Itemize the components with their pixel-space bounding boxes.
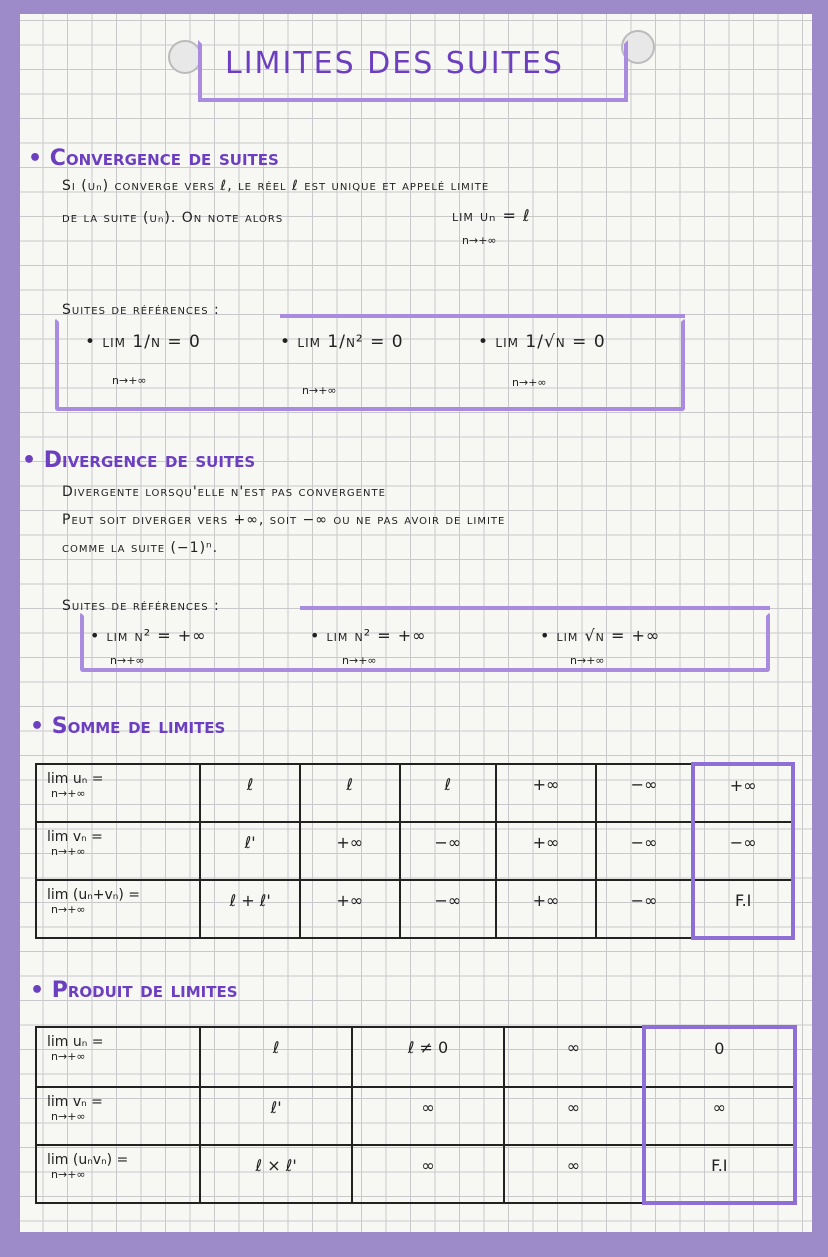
table-cell: 0 — [644, 1027, 795, 1087]
row-label-cell: lim (uₙ+vₙ) = n→+∞ — [36, 880, 200, 938]
table-cell: F.I — [693, 880, 793, 938]
ref-limit: • lim 1/n = 0 — [85, 332, 201, 352]
ref-limit: • lim n² = +∞ — [310, 626, 427, 645]
divergence-text-3: comme la suite (−1)ⁿ. — [62, 540, 219, 556]
table-cell: ∞ — [504, 1145, 643, 1203]
table-cell: ∞ — [352, 1145, 504, 1203]
heading-produit: • Produit de limites — [30, 978, 238, 1003]
punch-hole — [168, 40, 202, 74]
row-label-cell: lim (uₙvₙ) = n→+∞ — [36, 1145, 200, 1203]
sum-limits-table — [35, 762, 795, 940]
table-cell: ∞ — [352, 1087, 504, 1145]
table-row — [36, 822, 793, 880]
table-cell: +∞ — [496, 764, 596, 822]
divergence-text-2: Peut soit diverger vers +∞, soit −∞ ou ne pas avoir de limite — [62, 512, 506, 528]
table-cell: ℓ' — [200, 822, 300, 880]
table-row — [36, 1027, 795, 1087]
row-label-cell: lim uₙ = n→+∞ — [36, 764, 200, 822]
ref-limit: • lim 1/n² = 0 — [280, 332, 404, 352]
ref-limit: • lim 1/√n = 0 — [478, 332, 606, 352]
table-row — [36, 764, 793, 822]
table-cell: ℓ + ℓ' — [200, 880, 300, 938]
ref-limit-sub: n→+∞ — [112, 374, 147, 387]
table-cell: F.I — [644, 1145, 795, 1203]
table-cell: −∞ — [596, 822, 694, 880]
row-label-cell: lim vₙ = n→+∞ — [36, 1087, 200, 1145]
ref-limit: • lim √n = +∞ — [540, 626, 661, 645]
table-cell: +∞ — [693, 764, 793, 822]
table-row — [36, 880, 793, 938]
ref-limit-sub: n→+∞ — [110, 654, 145, 667]
table-cell: ℓ' — [200, 1087, 351, 1145]
table-cell: −∞ — [596, 880, 694, 938]
product-limits-table — [35, 1025, 797, 1205]
table-cell: +∞ — [496, 880, 596, 938]
ref-limit-sub: n→+∞ — [570, 654, 605, 667]
table-cell: ℓ — [400, 764, 497, 822]
ref-limit-sub: n→+∞ — [302, 384, 337, 397]
row-label-cell: lim vₙ = n→+∞ — [36, 822, 200, 880]
convergence-formula: lim uₙ = ℓ — [452, 206, 531, 225]
convergence-formula-sub: n→+∞ — [462, 234, 497, 247]
ref-limit: • lim n² = +∞ — [90, 626, 207, 645]
table-cell: ∞ — [644, 1087, 795, 1145]
table-cell: ∞ — [504, 1087, 643, 1145]
ref-limit-sub: n→+∞ — [512, 376, 547, 389]
table-cell: ℓ — [200, 764, 300, 822]
heading-convergence: • Convergence de suites — [28, 146, 279, 171]
table-cell: +∞ — [496, 822, 596, 880]
divergence-text-1: Divergente lorsqu'elle n'est pas convergente — [62, 484, 386, 500]
page-title: LIMITES DES SUITES — [225, 46, 564, 81]
table-cell: +∞ — [300, 880, 400, 938]
row-label-cell: lim uₙ = n→+∞ — [36, 1027, 200, 1087]
table-cell: ℓ ≠ 0 — [352, 1027, 504, 1087]
ref-limit-sub: n→+∞ — [342, 654, 377, 667]
heading-divergence: • Divergence de suites — [22, 448, 256, 473]
table-row — [36, 1087, 795, 1145]
ref-title-divergence: Suites de références : — [62, 598, 220, 614]
table-cell: ℓ — [300, 764, 400, 822]
table-cell: −∞ — [400, 880, 497, 938]
convergence-text-2: de la suite (uₙ). On note alors — [62, 210, 284, 226]
ref-title-convergence: Suites de références : — [62, 302, 220, 318]
table-cell: −∞ — [693, 822, 793, 880]
table-cell: −∞ — [400, 822, 497, 880]
table-cell: ∞ — [504, 1027, 643, 1087]
heading-somme: • Somme de limites — [30, 714, 226, 739]
table-cell: −∞ — [596, 764, 694, 822]
table-cell: +∞ — [300, 822, 400, 880]
table-row — [36, 1145, 795, 1203]
table-cell: ℓ × ℓ' — [200, 1145, 351, 1203]
table-cell: ℓ — [200, 1027, 351, 1087]
convergence-text-1: Si (uₙ) converge vers ℓ, le réel ℓ est unique et appelé limite — [62, 178, 490, 194]
